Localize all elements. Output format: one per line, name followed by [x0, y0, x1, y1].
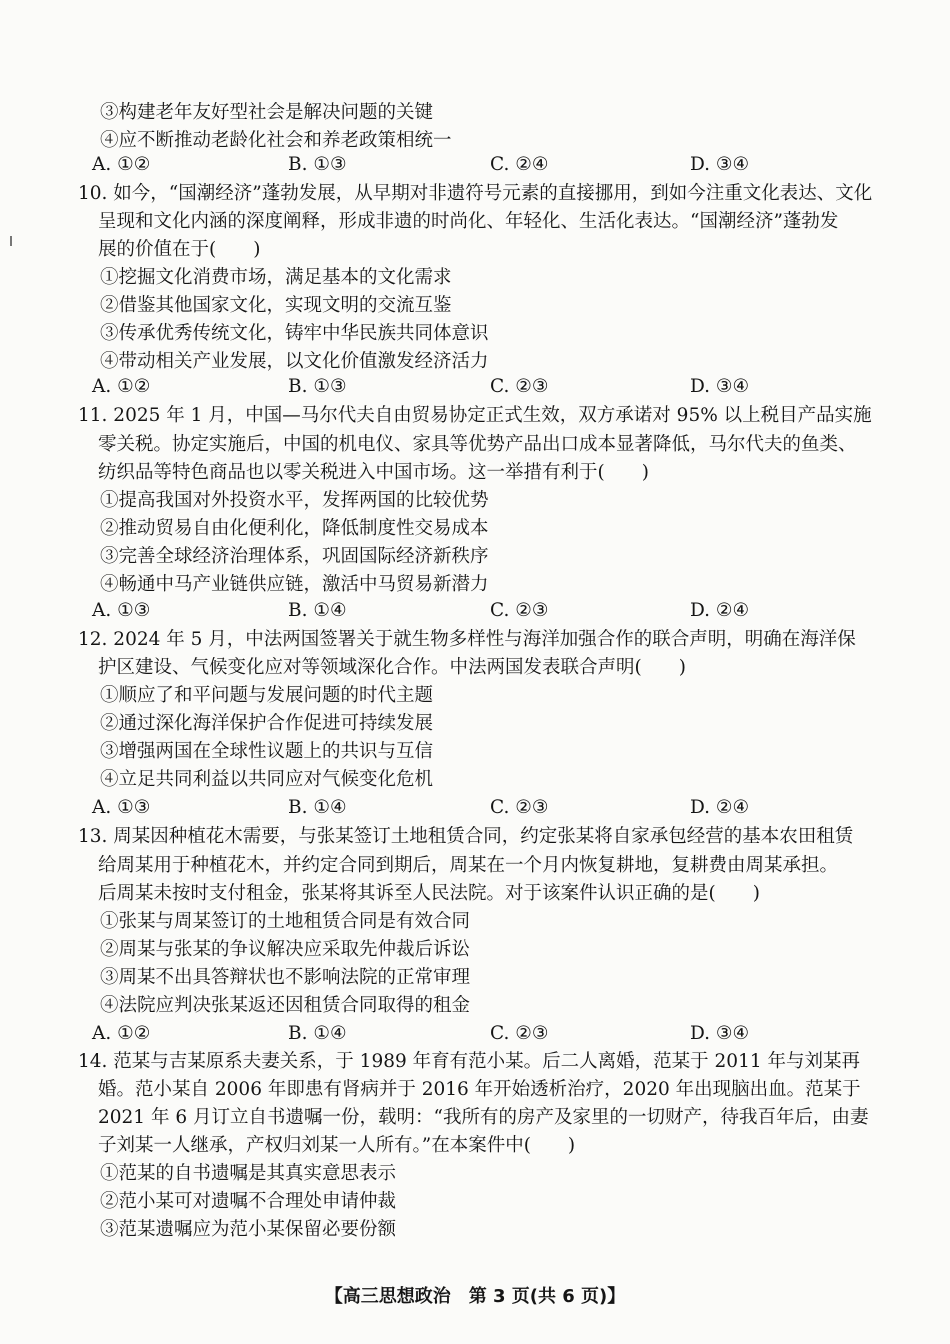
q10-option-1: ①挖掘文化消费市场，满足基本的文化需求: [100, 267, 452, 288]
q10-option-3: ③传承优秀传统文化，铸牢中华民族共同体意识: [100, 323, 489, 344]
q12-stem-line-1: 12. 2024 年 5 月，中法两国签署关于就生物多样性与海洋加强合作的联合声明，明确在海洋保: [78, 629, 856, 650]
q12-choices: [92, 794, 832, 822]
q11-option-1: ①提高我国对外投资水平，发挥两国的比较优势: [100, 490, 489, 511]
scan-mark: [10, 236, 12, 246]
q12-option-3: ③增强两国在全球性议题上的共识与互信: [100, 741, 434, 762]
q12-choice-d: D. ②④: [690, 797, 750, 818]
q14-option-2: ②范小某可对遗嘱不合理处申请仲裁: [100, 1191, 397, 1212]
q10-option-2: ②借鉴其他国家文化，实现文明的交流互鉴: [100, 295, 452, 316]
q12-choice-b: B. ①④: [288, 797, 347, 818]
q13-choice-d: D. ③④: [690, 1023, 750, 1044]
q11-option-2: ②推动贸易自由化便利化，降低制度性交易成本: [100, 518, 489, 539]
q13-stem-line-1: 13. 周某因种植花木需要，与张某签订土地租赁合同，约定张某将自家承包经营的基本农田租赁: [78, 826, 854, 847]
q12-choice-a: A. ①③: [92, 797, 151, 818]
q13-choice-c: C. ②③: [490, 1023, 549, 1044]
q12-option-2: ②通过深化海洋保护合作促进可持续发展: [100, 713, 434, 734]
q13-option-2: ②周某与张某的争议解决应采取先仲裁后诉讼: [100, 939, 471, 960]
q10-choice-a: A. ①②: [92, 376, 151, 397]
q9-choice-d: D. ③④: [690, 154, 750, 175]
q9-option-4: ④应不断推动老龄化社会和养老政策相统一: [100, 130, 452, 151]
q10-choices: [92, 373, 832, 401]
q13-stem-line-2: 给周某用于种植花木，并约定合同到期后，周某在一个月内恢复耕地，复耕费由周某承担。: [98, 855, 839, 876]
q9-choice-c: C. ②④: [490, 154, 549, 175]
q10-choice-c: C. ②③: [490, 376, 549, 397]
q9-option-3: ③构建老年友好型社会是解决问题的关键: [100, 102, 434, 123]
q10-stem-line-1: 10. 如今，“国潮经济”蓬勃发展，从早期对非遗符号元素的直接挪用，到如今注重文化表达、文化: [78, 183, 873, 204]
q13-choice-a: A. ①②: [92, 1023, 151, 1044]
q14-stem-line-3: 2021 年 6 月订立自书遗嘱一份，载明：“我所有的房产及家里的一切财产，待我百年后，由妻: [98, 1107, 869, 1128]
q10-choice-b: B. ①③: [288, 376, 347, 397]
q13-choice-b: B. ①④: [288, 1023, 347, 1044]
q11-choice-a: A. ①③: [92, 600, 151, 621]
q10-stem-line-2: 呈现和文化内涵的深度阐释，形成非遗的时尚化、年轻化、生活化表达。“国潮经济”蓬勃发: [98, 211, 839, 232]
q11-choice-b: B. ①④: [288, 600, 347, 621]
q11-choices: [92, 597, 832, 625]
q11-stem-line-3: 纺织品等特色商品也以零关税进入中国市场。这一举措有利于( ): [98, 462, 649, 483]
q11-choice-c: C. ②③: [490, 600, 549, 621]
q14-option-3: ③范某遗嘱应为范小某保留必要份额: [100, 1219, 397, 1240]
q12-option-1: ①顺应了和平问题与发展问题的时代主题: [100, 685, 434, 706]
q13-option-3: ③周某不出具答辩状也不影响法院的正常审理: [100, 967, 471, 988]
q14-option-1: ①范某的自书遗嘱是其真实意思表示: [100, 1163, 397, 1184]
q11-stem-line-2: 零关税。协定实施后，中国的机电仪、家具等优势产品出口成本显著降低，马尔代夫的鱼类、: [98, 434, 857, 455]
q10-option-4: ④带动相关产业发展，以文化价值激发经济活力: [100, 351, 489, 372]
q12-stem-line-2: 护区建设、气候变化应对等领域深化合作。中法两国发表联合声明( ): [98, 657, 686, 678]
q11-option-3: ③完善全球经济治理体系，巩固国际经济新秩序: [100, 546, 489, 567]
q14-stem-line-1: 14. 范某与吉某原系夫妻关系，于 1989 年育有范小某。后二人离婚，范某于 2011 年与刘某再: [78, 1051, 860, 1072]
q13-option-1: ①张某与周某签订的土地租赁合同是有效合同: [100, 911, 471, 932]
q13-stem-line-3: 后周某未按时支付租金，张某将其诉至人民法院。对于该案件认识正确的是( ): [98, 883, 760, 904]
q13-option-4: ④法院应判决张某返还因租赁合同取得的租金: [100, 995, 471, 1016]
q11-stem-line-1: 11. 2025 年 1 月，中国—马尔代夫自由贸易协定正式生效，双方承诺对 95% 以上税目产品实施: [78, 405, 872, 426]
q9-choice-a: A. ①②: [92, 154, 151, 175]
q13-choices: [92, 1020, 832, 1048]
q11-choice-d: D. ②④: [690, 600, 750, 621]
q11-option-4: ④畅通中马产业链供应链，激活中马贸易新潜力: [100, 574, 489, 595]
q12-choice-c: C. ②③: [490, 797, 549, 818]
q10-choice-d: D. ③④: [690, 376, 750, 397]
q12-option-4: ④立足共同利益以共同应对气候变化危机: [100, 769, 434, 790]
q14-stem-line-4: 子刘某一人继承，产权归刘某一人所有。”在本案件中( ): [98, 1135, 576, 1156]
q9-choices: [92, 151, 832, 179]
q14-stem-line-2: 婚。范小某自 2006 年即患有肾病并于 2016 年开始透析治疗，2020 年出现脑出血。范某于: [98, 1079, 861, 1100]
q10-stem-line-3: 展的价值在于( ): [98, 239, 261, 260]
page-footer: 【高三思想政治 第 3 页(共 6 页)】: [324, 1286, 626, 1307]
q9-choice-b: B. ①③: [288, 154, 347, 175]
